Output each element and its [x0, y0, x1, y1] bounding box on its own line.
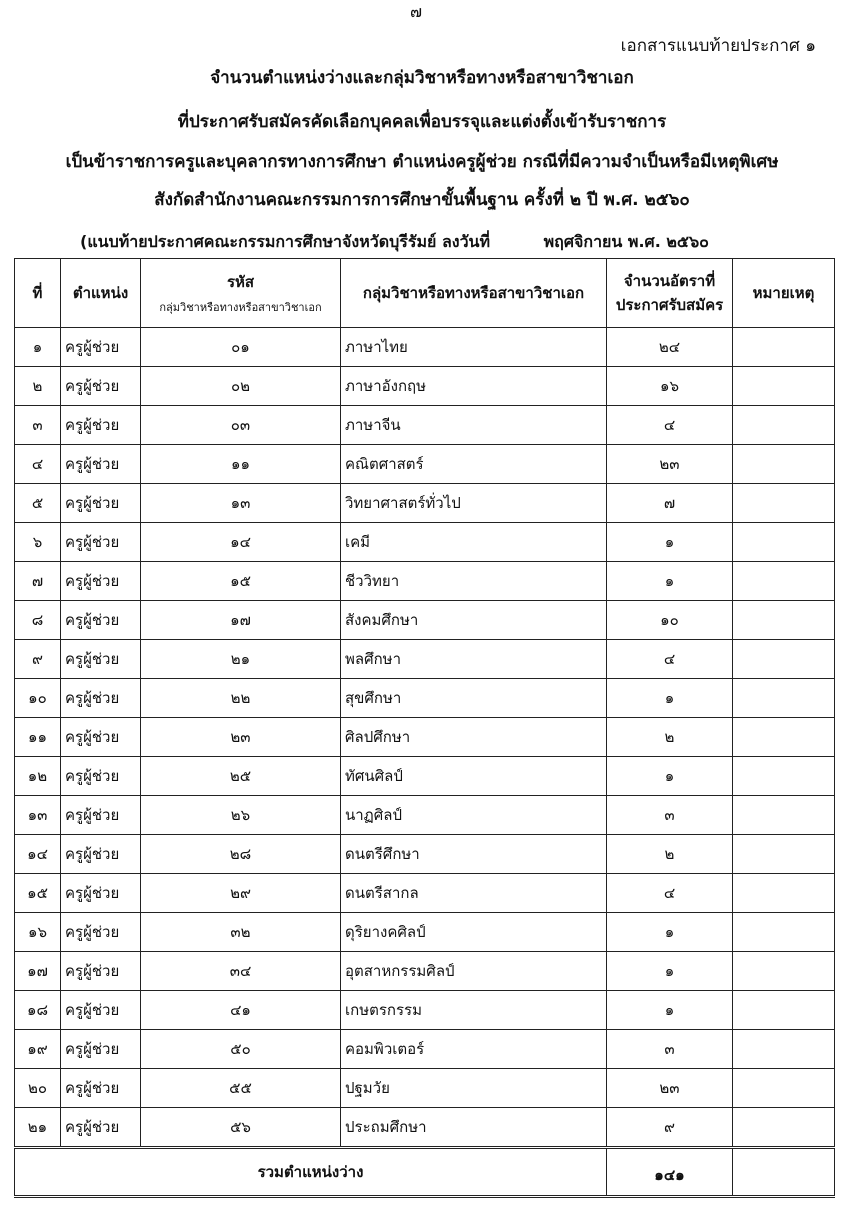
cell-count: ๑๐: [607, 601, 733, 640]
total-count: ๑๔๑: [607, 1148, 733, 1197]
cell-count: ๒: [607, 718, 733, 757]
cell-position: ครูผู้ช่วย: [61, 367, 141, 406]
cell-no: ๓: [15, 406, 61, 445]
cell-count: ๓: [607, 1030, 733, 1069]
cell-no: ๒๐: [15, 1069, 61, 1108]
cell-position: ครูผู้ช่วย: [61, 679, 141, 718]
cell-no: ๔: [15, 445, 61, 484]
cell-remark: [733, 952, 835, 991]
cell-code: ๔๑: [141, 991, 341, 1030]
cell-position: ครูผู้ช่วย: [61, 406, 141, 445]
cell-no: ๑๕: [15, 874, 61, 913]
cell-subject: พลศึกษา: [341, 640, 607, 679]
cell-count: ๒๔: [607, 328, 733, 367]
cell-remark: [733, 367, 835, 406]
cell-code: ๐๑: [141, 328, 341, 367]
cell-remark: [733, 718, 835, 757]
cell-code: ๒๒: [141, 679, 341, 718]
cell-code: ๐๒: [141, 367, 341, 406]
cell-code: ๕๕: [141, 1069, 341, 1108]
table-header-row: [15, 259, 835, 328]
cell-no: ๖: [15, 523, 61, 562]
table-row: [15, 835, 835, 874]
title-line-4: สังกัดสำนักงานคณะกรรมการการศึกษาขั้นพื้นฐาน ครั้งที่ ๒ ปี พ.ศ. ๒๕๖๐: [154, 190, 690, 210]
cell-code: ๐๓: [141, 406, 341, 445]
title-line-1: จำนวนตำแหน่งว่างและกลุ่มวิชาหรือทางหรือสาขาวิชาเอก: [210, 68, 634, 88]
cell-subject: ภาษาจีน: [341, 406, 607, 445]
cell-no: ๑๗: [15, 952, 61, 991]
cell-position: ครูผู้ช่วย: [61, 484, 141, 523]
cell-position: ครูผู้ช่วย: [61, 1108, 141, 1148]
cell-no: ๙: [15, 640, 61, 679]
cell-count: ๑: [607, 523, 733, 562]
cell-count: ๑๖: [607, 367, 733, 406]
cell-code: ๓๔: [141, 952, 341, 991]
cell-subject: ดนตรีศึกษา: [341, 835, 607, 874]
table-row: [15, 991, 835, 1030]
cell-count: ๑: [607, 913, 733, 952]
header-code-label: รหัส: [226, 273, 255, 291]
table-row: [15, 406, 835, 445]
header-code-sub: กลุ่มวิชาหรือทางหรือสาขาวิชาเอก: [159, 301, 322, 314]
table-row: [15, 328, 835, 367]
cell-code: ๒๖: [141, 796, 341, 835]
cell-remark: [733, 445, 835, 484]
cell-code: ๒๘: [141, 835, 341, 874]
cell-remark: [733, 757, 835, 796]
header-count-line1: จำนวนอัตราที่: [623, 272, 716, 290]
cell-remark: [733, 913, 835, 952]
cell-count: ๒๓: [607, 1069, 733, 1108]
cell-no: ๑๒: [15, 757, 61, 796]
cell-code: ๒๑: [141, 640, 341, 679]
cell-position: ครูผู้ช่วย: [61, 796, 141, 835]
cell-position: ครูผู้ช่วย: [61, 523, 141, 562]
cell-subject: ดนตรีสากล: [341, 874, 607, 913]
cell-subject: ภาษาไทย: [341, 328, 607, 367]
cell-code: ๕๐: [141, 1030, 341, 1069]
cell-code: ๒๓: [141, 718, 341, 757]
attachment-note: [80, 230, 709, 255]
cell-no: ๑๘: [15, 991, 61, 1030]
cell-subject: วิทยาศาสตร์ทั่วไป: [341, 484, 607, 523]
cell-count: ๓: [607, 796, 733, 835]
attachment-note-text: (แนบท้ายประกาศคณะกรรมการศึกษาจังหวัดบุรีรัมย์ ลงวันที่: [80, 232, 491, 251]
cell-no: ๑๔: [15, 835, 61, 874]
cell-code: ๒๕: [141, 757, 341, 796]
cell-subject: เกษตรกรรม: [341, 991, 607, 1030]
cell-count: ๒๓: [607, 445, 733, 484]
table-row: [15, 757, 835, 796]
cell-subject: ชีววิทยา: [341, 562, 607, 601]
cell-remark: [733, 679, 835, 718]
cell-remark: [733, 796, 835, 835]
cell-remark: [733, 1108, 835, 1148]
cell-position: ครูผู้ช่วย: [61, 640, 141, 679]
cell-position: ครูผู้ช่วย: [61, 991, 141, 1030]
total-row: [15, 1148, 835, 1197]
cell-count: ๔: [607, 406, 733, 445]
table-row: [15, 562, 835, 601]
page-number: ๗: [410, 2, 423, 21]
cell-remark: [733, 835, 835, 874]
cell-remark: [733, 601, 835, 640]
cell-position: ครูผู้ช่วย: [61, 718, 141, 757]
title-line-2: ที่ประกาศรับสมัครคัดเลือกบุคคลเพื่อบรรจุและแต่งตั้งเข้ารับราชการ: [177, 112, 667, 132]
table-row: [15, 523, 835, 562]
cell-no: ๑๑: [15, 718, 61, 757]
cell-remark: [733, 484, 835, 523]
cell-code: ๑๓: [141, 484, 341, 523]
cell-position: ครูผู้ช่วย: [61, 913, 141, 952]
table-row: [15, 718, 835, 757]
cell-code: ๒๙: [141, 874, 341, 913]
cell-position: ครูผู้ช่วย: [61, 952, 141, 991]
header-subject: กลุ่มวิชาหรือทางหรือสาขาวิชาเอก: [341, 259, 607, 328]
cell-subject: สังคมศึกษา: [341, 601, 607, 640]
cell-no: ๗: [15, 562, 61, 601]
cell-count: ๒: [607, 835, 733, 874]
cell-no: ๕: [15, 484, 61, 523]
cell-no: ๑๐: [15, 679, 61, 718]
attachment-date: พฤศจิกายน พ.ศ. ๒๕๖๐: [543, 232, 709, 251]
cell-remark: [733, 1069, 835, 1108]
cell-remark: [733, 562, 835, 601]
cell-subject: ศิลปศึกษา: [341, 718, 607, 757]
table-row: [15, 796, 835, 835]
table-row: [15, 1030, 835, 1069]
total-remark: [733, 1148, 835, 1197]
cell-position: ครูผู้ช่วย: [61, 562, 141, 601]
cell-count: ๑: [607, 757, 733, 796]
cell-position: ครูผู้ช่วย: [61, 1069, 141, 1108]
table-row: [15, 445, 835, 484]
cell-subject: ทัศนศิลป์: [341, 757, 607, 796]
cell-count: ๑: [607, 562, 733, 601]
vacancy-table: [14, 258, 835, 1198]
header-code: [141, 259, 341, 328]
table-row: [15, 367, 835, 406]
table-row: [15, 952, 835, 991]
cell-position: ครูผู้ช่วย: [61, 601, 141, 640]
cell-code: ๑๔: [141, 523, 341, 562]
cell-no: ๑: [15, 328, 61, 367]
cell-no: ๑๖: [15, 913, 61, 952]
cell-remark: [733, 1030, 835, 1069]
cell-position: ครูผู้ช่วย: [61, 835, 141, 874]
cell-count: ๔: [607, 640, 733, 679]
cell-remark: [733, 328, 835, 367]
cell-subject: ภาษาอังกฤษ: [341, 367, 607, 406]
cell-count: ๙: [607, 1108, 733, 1148]
cell-remark: [733, 523, 835, 562]
cell-code: ๑๑: [141, 445, 341, 484]
cell-position: ครูผู้ช่วย: [61, 874, 141, 913]
cell-code: ๑๕: [141, 562, 341, 601]
cell-remark: [733, 406, 835, 445]
cell-position: ครูผู้ช่วย: [61, 1030, 141, 1069]
cell-no: ๒๑: [15, 1108, 61, 1148]
cell-subject: สุขศึกษา: [341, 679, 607, 718]
cell-code: ๕๖: [141, 1108, 341, 1148]
table-row: [15, 1069, 835, 1108]
cell-count: ๔: [607, 874, 733, 913]
table-row: [15, 601, 835, 640]
table-row: [15, 640, 835, 679]
cell-position: ครูผู้ช่วย: [61, 445, 141, 484]
cell-remark: [733, 874, 835, 913]
header-no: ที่: [15, 259, 61, 328]
cell-remark: [733, 640, 835, 679]
table-row: [15, 874, 835, 913]
cell-code: ๓๒: [141, 913, 341, 952]
total-label: รวมตำแหน่งว่าง: [15, 1148, 607, 1197]
cell-count: ๗: [607, 484, 733, 523]
header-count: [607, 259, 733, 328]
cell-count: ๑: [607, 991, 733, 1030]
cell-position: ครูผู้ช่วย: [61, 328, 141, 367]
table-row: [15, 913, 835, 952]
cell-position: ครูผู้ช่วย: [61, 757, 141, 796]
cell-no: ๘: [15, 601, 61, 640]
cell-code: ๑๗: [141, 601, 341, 640]
header-position: ตำแหน่ง: [61, 259, 141, 328]
cell-subject: ดุริยางคศิลป์: [341, 913, 607, 952]
cell-subject: นาฏศิลป์: [341, 796, 607, 835]
cell-count: ๑: [607, 679, 733, 718]
cell-subject: อุตสาหกรรมศิลป์: [341, 952, 607, 991]
cell-subject: คณิตศาสตร์: [341, 445, 607, 484]
cell-subject: คอมพิวเตอร์: [341, 1030, 607, 1069]
cell-count: ๑: [607, 952, 733, 991]
cell-subject: ปฐมวัย: [341, 1069, 607, 1108]
annex-label: เอกสารแนบท้ายประกาศ ๑: [620, 36, 816, 56]
cell-no: ๑๙: [15, 1030, 61, 1069]
cell-subject: ประถมศึกษา: [341, 1108, 607, 1148]
table-row: [15, 679, 835, 718]
cell-no: ๑๓: [15, 796, 61, 835]
title-line-3: เป็นข้าราชการครูและบุคลากรทางการศึกษา ตำแหน่งครูผู้ช่วย กรณีที่มีความจำเป็นหรือมีเหตุพิเศษ: [65, 152, 779, 172]
cell-no: ๒: [15, 367, 61, 406]
table-row: [15, 1108, 835, 1148]
cell-subject: เคมี: [341, 523, 607, 562]
header-remark: หมายเหตุ: [733, 259, 835, 328]
header-count-line2: ประกาศรับสมัคร: [615, 296, 724, 314]
table-row: [15, 484, 835, 523]
cell-remark: [733, 991, 835, 1030]
